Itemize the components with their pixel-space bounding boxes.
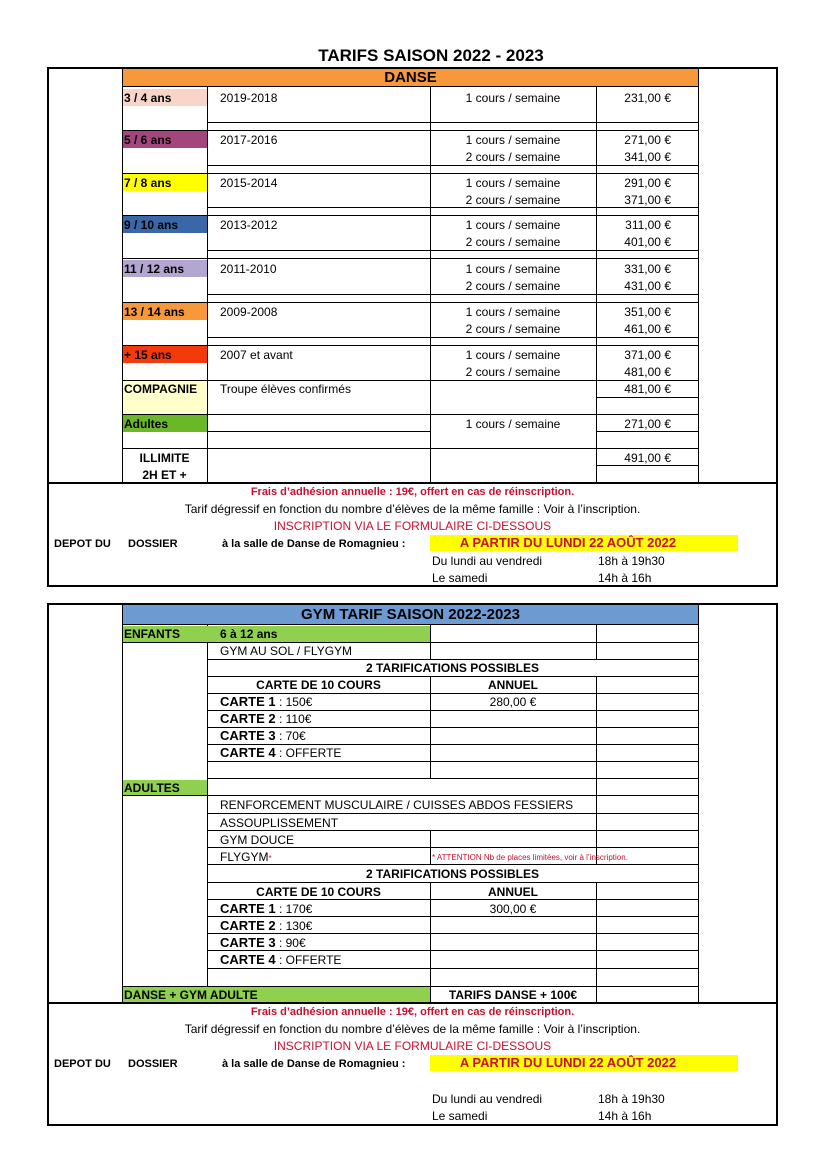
enfants-tarif-title: 2 TARIFICATIONS POSSIBLES: [366, 661, 539, 675]
combo-label: DANSE + GYM ADULTE: [124, 988, 258, 1002]
adultes-col-carte: CARTE DE 10 COURS: [256, 885, 381, 899]
price: 431,00 €: [624, 279, 671, 293]
price: 371,00 €: [624, 348, 671, 362]
birth-years: 2011-2010: [220, 262, 277, 276]
danse-footer-divider: [47, 482, 778, 484]
enfants-col-carte: CARTE DE 10 COURS: [256, 678, 381, 692]
course-count: 1 cours / semaine: [465, 348, 561, 362]
gym-tarif-degressif: Tarif dégressif en fonction du nombre d’élèves de la même famille : Voir à l’inscription.: [184, 1022, 641, 1036]
illimite-label: ILLIMITE: [139, 451, 190, 465]
compagnie-price: 481,00 €: [624, 382, 671, 396]
card-price: : 150€: [275, 695, 313, 709]
adultes-card: [220, 936, 306, 950]
birth-years: 2007 et avant: [220, 348, 293, 362]
adultes-card: [220, 902, 312, 916]
birth-years: 2009-2008: [220, 305, 278, 319]
gym-adultes-label: ADULTES: [124, 781, 180, 795]
card-name: CARTE 1: [220, 694, 276, 709]
danse-header-label: DANSE: [384, 69, 437, 86]
price: 231,00 €: [624, 91, 671, 105]
gym-footer-divider: [47, 1002, 778, 1004]
compagnie-label: COMPAGNIE: [124, 382, 198, 396]
enfants-label: ENFANTS: [124, 627, 181, 641]
card-name: CARTE 4: [220, 952, 276, 967]
enfants-card: [220, 712, 311, 726]
price: 341,00 €: [624, 150, 671, 164]
gym-adultes-activity: [220, 850, 272, 866]
card-name: CARTE 1: [220, 901, 276, 916]
gym-header-label: GYM TARIF SAISON 2022-2023: [301, 606, 520, 623]
card-price: : 110€: [275, 712, 312, 726]
card-name: CARTE 2: [220, 918, 276, 933]
flygym-label: FLYGYM: [220, 850, 269, 864]
card-name: CARTE 3: [220, 728, 276, 743]
age-label: 11 / 12 ans: [124, 262, 185, 276]
gym-salle-label: à la salle de Danse de Romagnieu :: [222, 1058, 406, 1070]
flygym-asterisk: *: [268, 854, 272, 863]
course-count: 1 cours / semaine: [465, 176, 561, 190]
gym-weekdays-label: Du lundi au vendredi: [432, 1092, 543, 1106]
gym-dossier-label: DOSSIER: [128, 1058, 178, 1070]
birth-years: 2013-2012: [220, 218, 278, 232]
age-label: 5 / 6 ans: [124, 133, 172, 147]
gym-saturday-hours: 14h à 16h: [598, 1109, 652, 1123]
course-count: 2 cours / semaine: [465, 150, 561, 164]
gym-frais-adhesion: Frais d’adhésion annuelle : 19€, offert en cas de réinscription.: [250, 1006, 575, 1018]
course-count: 2 cours / semaine: [465, 322, 561, 336]
card-price: : 130€: [275, 919, 313, 933]
inscription-notice: INSCRIPTION VIA LE FORMULAIRE CI-DESSOUS: [273, 519, 552, 533]
illimite-label-2: 2H ET +: [142, 468, 187, 482]
adultes-annuel-price: 300,00 €: [489, 902, 537, 916]
page-title: TARIFS SAISON 2022 - 2023: [318, 46, 544, 65]
card-price: : 70€: [275, 729, 306, 743]
birth-years: 2017-2016: [220, 133, 278, 147]
adultes-tarif-title: 2 TARIFICATIONS POSSIBLES: [366, 867, 539, 881]
adultes-col-annuel: ANNUEL: [488, 885, 538, 899]
enfants-card: [220, 746, 341, 760]
start-date: A PARTIR DU LUNDI 22 AOÛT 2022: [459, 535, 677, 550]
card-name: CARTE 3: [220, 935, 276, 950]
price: 371,00 €: [624, 193, 671, 207]
enfants-card: [220, 695, 312, 709]
card-price: : OFFERTE: [275, 746, 342, 760]
saturday-label: Le samedi: [432, 571, 488, 585]
age-label: 9 / 10 ans: [124, 218, 179, 232]
enfants-card: [220, 729, 306, 743]
price: 271,00 €: [624, 133, 671, 147]
age-label: 3 / 4 ans: [124, 91, 172, 105]
birth-years: 2015-2014: [220, 176, 278, 190]
weekdays-hours: 18h à 19h30: [598, 554, 665, 568]
compagnie-desc: Troupe élèves confirmés: [220, 382, 351, 396]
dossier-label: DOSSIER: [128, 538, 178, 550]
weekdays-label: Du lundi au vendredi: [432, 554, 543, 568]
illimite-price: 491,00 €: [624, 451, 671, 465]
danse-col-line: [698, 69, 699, 483]
course-count: 2 cours / semaine: [465, 279, 561, 293]
gym-start-date: A PARTIR DU LUNDI 22 AOÛT 2022: [459, 1055, 677, 1070]
frais-adhesion: Frais d’adhésion annuelle : 19€, offert en cas de réinscription.: [250, 486, 575, 498]
adultes-card: [220, 953, 341, 967]
course-count: 1 cours / semaine: [465, 262, 561, 276]
card-price: : OFFERTE: [275, 953, 342, 967]
gym-saturday-label: Le samedi: [432, 1109, 488, 1123]
price: 311,00 €: [625, 218, 671, 232]
price: 461,00 €: [624, 322, 671, 336]
course-count: 2 cours / semaine: [465, 365, 561, 379]
price: 351,00 €: [624, 305, 671, 319]
price: 401,00 €: [624, 235, 671, 249]
adultes-label: Adultes: [124, 417, 169, 431]
gym-adultes-activity: GYM DOUCE: [220, 833, 295, 847]
gym-depot-label: DEPOT DU: [54, 1058, 111, 1070]
danse-col-line: [207, 87, 208, 483]
adultes-card: [220, 919, 312, 933]
gym-adultes-activity: RENFORCEMENT MUSCULAIRE / CUISSES ABDOS FESSIERS: [220, 798, 574, 812]
salle-label: à la salle de Danse de Romagnieu :: [222, 538, 406, 550]
card-name: CARTE 4: [220, 745, 276, 760]
price: 291,00 €: [624, 176, 671, 190]
gym-inscription-notice: INSCRIPTION VIA LE FORMULAIRE CI-DESSOUS: [273, 1039, 552, 1053]
flygym-attention: * ATTENTION Nb de places limitées, voir à l’inscription.: [432, 853, 628, 862]
course-count: 2 cours / semaine: [465, 235, 561, 249]
saturday-hours: 14h à 16h: [598, 571, 652, 585]
age-label: 7 / 8 ans: [124, 176, 172, 190]
gym-adultes-activity: ASSOUPLISSEMENT: [220, 816, 339, 830]
tarif-degressif: Tarif dégressif en fonction du nombre d’élèves de la même famille : Voir à l’inscription.: [184, 502, 641, 516]
card-price: : 90€: [275, 936, 306, 950]
depot-label: DEPOT DU: [54, 538, 111, 550]
price: 481,00 €: [624, 365, 671, 379]
card-price: : 170€: [275, 902, 313, 916]
age-label: + 15 ans: [124, 348, 172, 362]
course-count: 1 cours / semaine: [465, 218, 561, 232]
course-count: 2 cours / semaine: [465, 193, 561, 207]
adultes-course: 1 cours / semaine: [465, 417, 561, 431]
course-count: 1 cours / semaine: [465, 91, 561, 105]
enfants-col-annuel: ANNUEL: [488, 678, 538, 692]
card-name: CARTE 2: [220, 711, 276, 726]
course-count: 1 cours / semaine: [465, 305, 561, 319]
price: 331,00 €: [624, 262, 671, 276]
adultes-price: 271,00 €: [624, 417, 671, 431]
gym-weekdays-hours: 18h à 19h30: [598, 1092, 665, 1106]
birth-years: 2019-2018: [220, 91, 278, 105]
enfants-activity: GYM AU SOL / FLYGYM: [220, 644, 353, 658]
enfants-ages: 6 à 12 ans: [220, 627, 278, 641]
enfants-annuel-price: 280,00 €: [489, 695, 537, 709]
combo-price: TARIFS DANSE + 100€: [448, 988, 578, 1002]
course-count: 1 cours / semaine: [465, 133, 561, 147]
age-label: 13 / 14 ans: [124, 305, 185, 319]
